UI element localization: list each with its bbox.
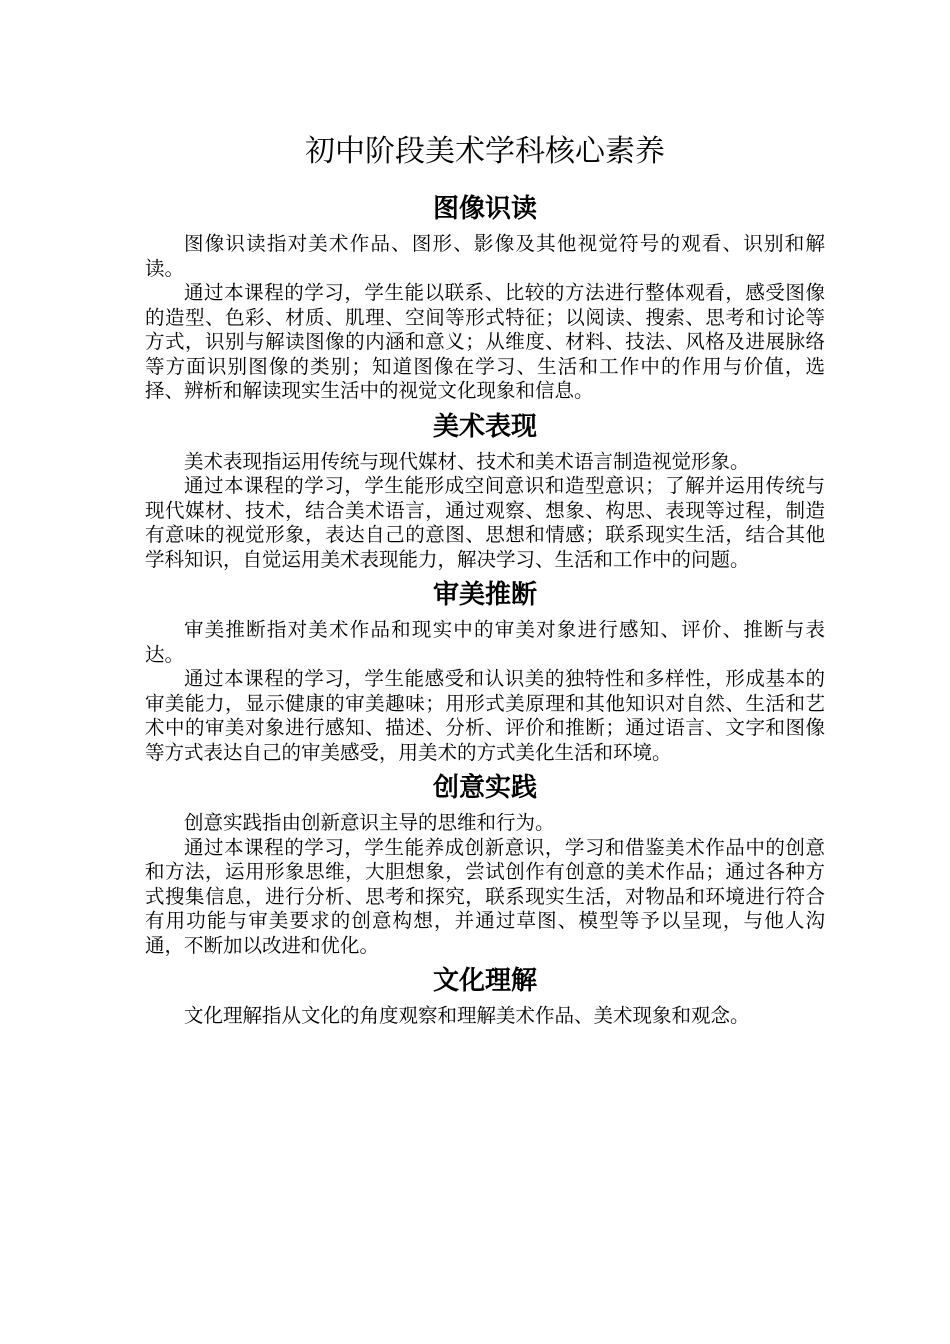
section-cultural-understanding: [145, 958, 825, 1029]
section-paragraph: 美术表现指运用传统与现代媒材、技术和美术语言制造视觉形象。: [184, 449, 750, 473]
section-aesthetic-judgment: [145, 572, 825, 765]
section-paragraph: 文化理解指从文化的角度观察和理解美术作品、美术现象和观念。: [184, 1004, 750, 1027]
section-paragraph: 创意实践指由创新意识主导的思维和行为。: [184, 811, 555, 834]
section-heading: 图像识读: [432, 194, 537, 224]
section-paragraph: 审美推断指对美术作品和现实中的审美对象进行感知、评价、推断与表达。: [145, 618, 825, 666]
document-page: [145, 128, 825, 1029]
section-paragraph: 图像识读指对美术作品、图形、影像及其他视觉符号的观看、识别和解读。: [145, 232, 825, 280]
document-title: 初中阶段美术学科核心素养: [305, 134, 665, 169]
section-paragraph: 通过本课程的学习，学生能形成空间意识和造型意识；了解并运用传统与现代媒材、技术，结合美术语言，通过观察、想象、构思、表现等过程，制造有意味的视觉形象，表达自己的意图、思想和情感；联系现实生活，结合其他学科知识，自觉运用美术表现能力，解决学习、生活和工作中的问题。: [145, 474, 825, 571]
section-image-reading: [145, 186, 825, 404]
section-heading: 审美推断: [432, 580, 537, 610]
section-heading: 美术表现: [432, 411, 537, 442]
section-paragraph: 通过本课程的学习，学生能以联系、比较的方法进行整体观看，感受图像的造型、色彩、材质、肌理、空间等形式特征；以阅读、搜索、思考和讨论等方式，识别与解读图像的内涵和意义；从维度、材料、技法、风格及进展脉络等方面识别图像的类别；知道图像在学习、生活和工作中的作用与价值，选择、辨析和解读现实生活中的视觉文化现象和信息。: [145, 281, 825, 402]
section-art-expression: [145, 404, 825, 573]
section-paragraph: 通过本课程的学习，学生能养成创新意识，学习和借鉴美术作品中的创意和方法，运用形象思维，大胆想象，尝试创作有创意的美术作品；通过各种方式搜集信息，进行分析、思考和探究，联系现实生活，对物品和环境进行符合有用功能与审美要求的创意构想，并通过草图、模型等予以呈现，与他人沟通，不断加以改进和优化。: [145, 835, 825, 957]
section-heading: 创意实践: [432, 773, 537, 803]
section-heading: 文化理解: [432, 966, 537, 996]
section-creative-practice: [145, 765, 825, 958]
section-paragraph: 通过本课程的学习，学生能感受和认识美的独特性和多样性，形成基本的审美能力，显示健康的审美趣味；用形式美原理和其他知识对自然、生活和艺术中的审美对象进行感知、描述、分析、评价和推断；通过语言、文字和图像等方式表达自己的审美感受，用美术的方式美化生活和环境。: [145, 667, 825, 764]
